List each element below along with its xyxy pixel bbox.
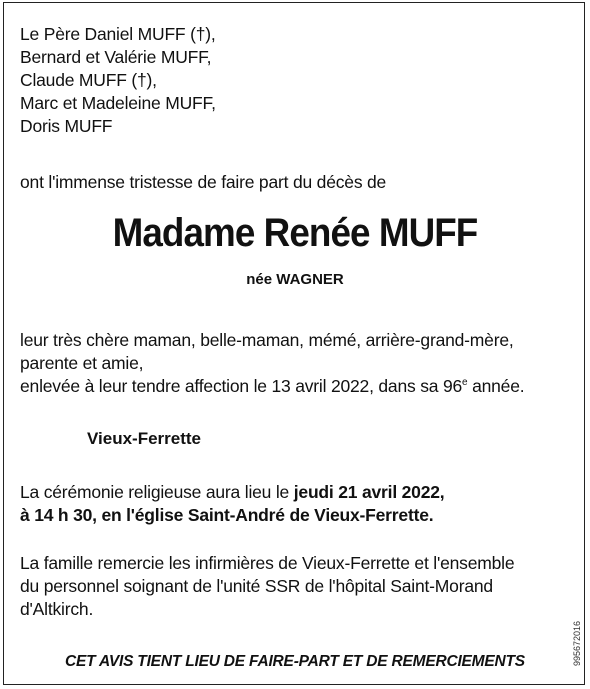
ceremony-line bbox=[20, 481, 444, 504]
family-member: Bernard et Valérie MUFF, bbox=[20, 47, 212, 67]
ceremony-text bbox=[20, 481, 444, 527]
thanks-text bbox=[20, 552, 514, 621]
ceremony-intro: La cérémonie religieuse aura lieu le bbox=[20, 482, 294, 502]
family-member: Marc et Madeleine MUFF, bbox=[20, 93, 216, 113]
relation-line-text: enlevée à leur tendre affection le 13 avril 2022, dans sa 96 bbox=[20, 376, 463, 396]
deceased-name: Madame Renée MUFF bbox=[112, 211, 478, 255]
family-list bbox=[20, 23, 216, 138]
relation-line-end: année. bbox=[467, 376, 525, 396]
relation-line bbox=[20, 375, 524, 398]
town-name: Vieux-Ferrette bbox=[87, 429, 202, 448]
thanks-line: d'Altkirch. bbox=[20, 599, 94, 619]
intro-text: ont l'immense tristesse de faire part du décès de bbox=[20, 172, 387, 192]
thanks-line: du personnel soignant de l'unité SSR de l'hôpital Saint-Morand bbox=[20, 576, 493, 596]
reference-code: 995672016 bbox=[572, 620, 582, 666]
footer-notice: CET AVIS TIENT LIEU DE FAIRE-PART ET DE REMERCIEMENTS bbox=[65, 653, 525, 670]
relation-line: parente et amie, bbox=[20, 353, 144, 373]
ceremony-line bbox=[20, 504, 444, 527]
thanks-line: La famille remercie les infirmières de Vieux-Ferrette et l'ensemble bbox=[20, 553, 515, 573]
family-member: Claude MUFF (†), bbox=[20, 70, 157, 90]
ordinal-suffix: e bbox=[462, 377, 468, 388]
ceremony-details: à 14 h 30, en l'église Saint-André de Vieux-Ferrette. bbox=[20, 505, 434, 525]
ceremony-date: jeudi 21 avril 2022, bbox=[293, 482, 445, 502]
family-member: Le Père Daniel MUFF (†), bbox=[20, 24, 216, 44]
maiden-name: née WAGNER bbox=[246, 271, 344, 288]
family-member: Doris MUFF bbox=[20, 116, 113, 136]
relation-line: leur très chère maman, belle-maman, mémé, arrière-grand-mère, bbox=[20, 330, 514, 350]
relation-text bbox=[20, 329, 524, 398]
